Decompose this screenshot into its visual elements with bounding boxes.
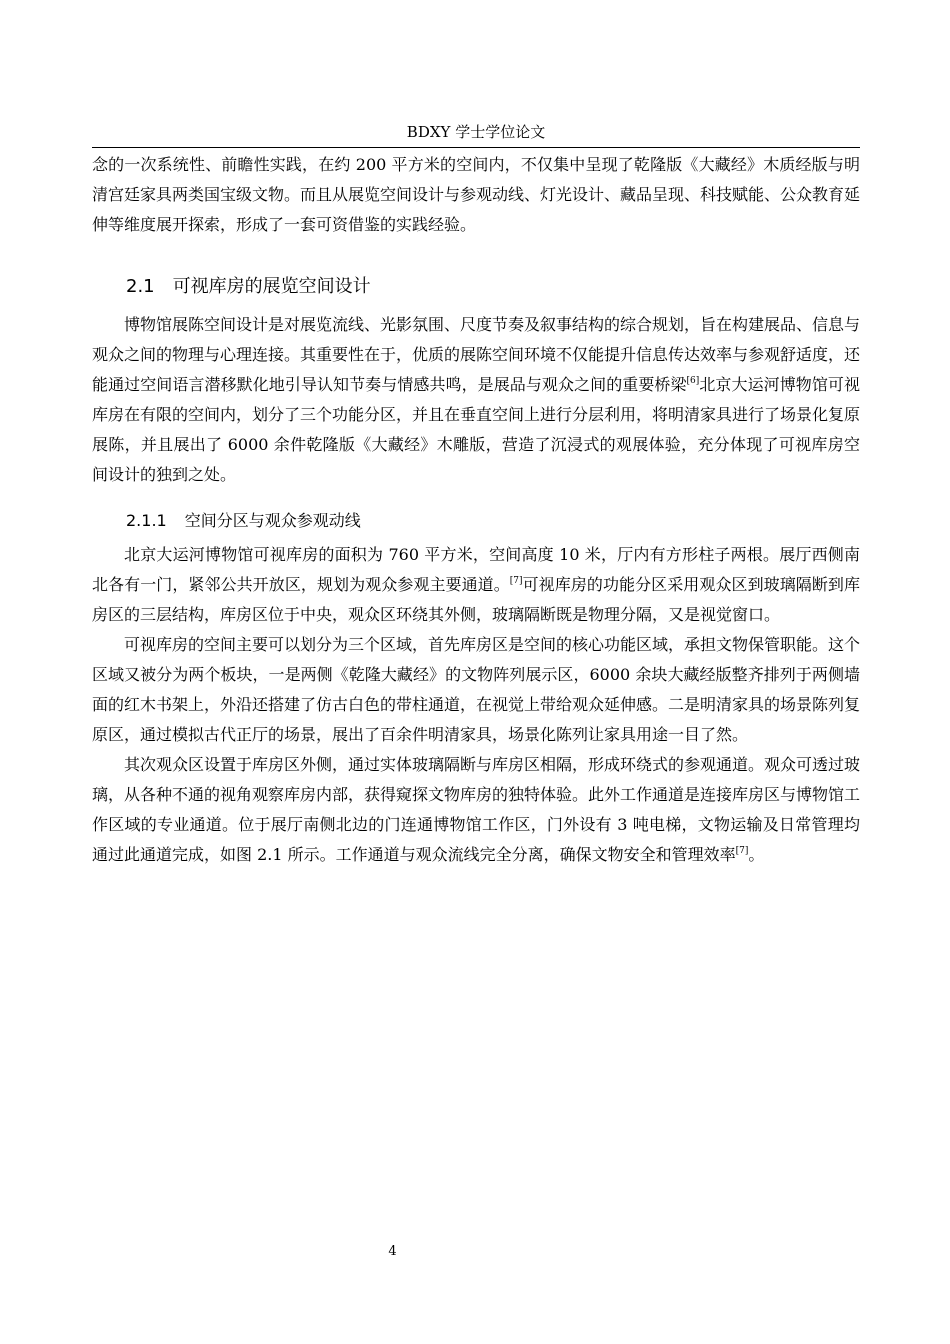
section-2-1-1-paragraph-3: [92, 750, 860, 870]
paragraph-text: 博物馆展陈空间设计是对展览流线、光影氛围、尺度节奏及叙事结构的综合规划，旨在构建展品、信息与观众之间的物理与心理连接。其重要性在于，优质的展陈空间环境不仅能提升信息传达效率与参观舒适度，还能通过空间语言潜移默化地引导认知节奏与情感共鸣，是展品与观众之间的重要桥梁: [92, 315, 861, 394]
citation-ref: [6]: [686, 376, 700, 386]
section-2-1-1-paragraph-1: [92, 540, 860, 630]
citation-ref: [7]: [509, 576, 523, 586]
section-number: 2.1.1: [126, 511, 167, 530]
section-number: 2.1: [126, 276, 155, 297]
paragraph-text: 。: [748, 845, 765, 864]
paragraph-text: 其次观众区设置于库房区外侧，通过实体玻璃隔断与库房区相隔，形成环绕式的参观通道。观众可透过玻璃，从各种不通的视角观察库房内部，获得窥探文物库房的独特体验。此外工作通道是连接库房区与博物馆工作区域的专业通道。位于展厅南侧北边的门连通博物馆工作区，门外设有 3 吨电梯，文物运输及日常管理均通过此通道完成，如图 2.1 所示。工作通道与观众流线完全分离，确保文物安全和管理效率: [92, 755, 861, 864]
paragraph-text: 北京大运河博物馆可视库房的面积为 760 平方米，空间高度 10 米，厅内有方形柱子两根。展厅西侧南北各有一门，紧邻公共开放区，规划为观众参观主要通道。: [92, 545, 860, 594]
header-title: BDXY 学士学位论文: [406, 123, 546, 141]
page-number: 4: [388, 1244, 397, 1259]
intro-paragraph: 念的一次系统性、前瞻性实践，在约 200 平方米的空间内，不仅集中呈现了乾隆版《大藏经》木质经版与明清宫廷家具两类国宝级文物。而且从展览空间设计与参观动线、灯光设计、藏品呈现、科技赋能、公众教育延伸等维度展开探索，形成了一套可资借鉴的实践经验。: [92, 155, 861, 234]
section-heading-2-1: [92, 270, 860, 304]
section-title: 空间分区与观众参观动线: [184, 511, 361, 530]
paragraph-text: 北京大运河博物馆可视库房在有限的空间内，划分了三个功能分区，并且在垂直空间上进行分层利用，将明清家具进行了场景化复原展陈，并且展出了 6000 余件乾隆版《大藏经》木雕版，营造了沉浸式的观展体验，充分体现了可视库房空间设计的独到之处。: [92, 375, 861, 484]
page-header: [92, 121, 860, 148]
section-2-1-1-paragraph-2: 可视库房的空间主要可以划分为三个区域，首先库房区是空间的核心功能区域，承担文物保管职能。这个区域又被分为两个板块，一是两侧《乾隆大藏经》的文物阵列展示区，6000 余块大藏经版整齐排列于两侧墙面的红木书架上，外沿还搭建了仿古白色的带柱通道，在视觉上带给观众延伸感。二是明清家具的场景陈列复原区，通过模拟古代正厅的场景，展出了百余件明清家具，场景化陈列让家具用途一目了然。: [92, 635, 861, 744]
section-title: 可视库房的展览空间设计: [172, 276, 371, 297]
section-heading-2-1-1: [92, 506, 860, 536]
page-body: [92, 150, 860, 870]
citation-ref: [7]: [735, 846, 749, 856]
paragraph-text: 可视库房的功能分区采用观众区到玻璃隔断到库房区的三层结构，库房区位于中央，观众区环绕其外侧，玻璃隔断既是物理分隔，又是视觉窗口。: [92, 575, 860, 624]
section-2-1-paragraph: [92, 310, 860, 490]
